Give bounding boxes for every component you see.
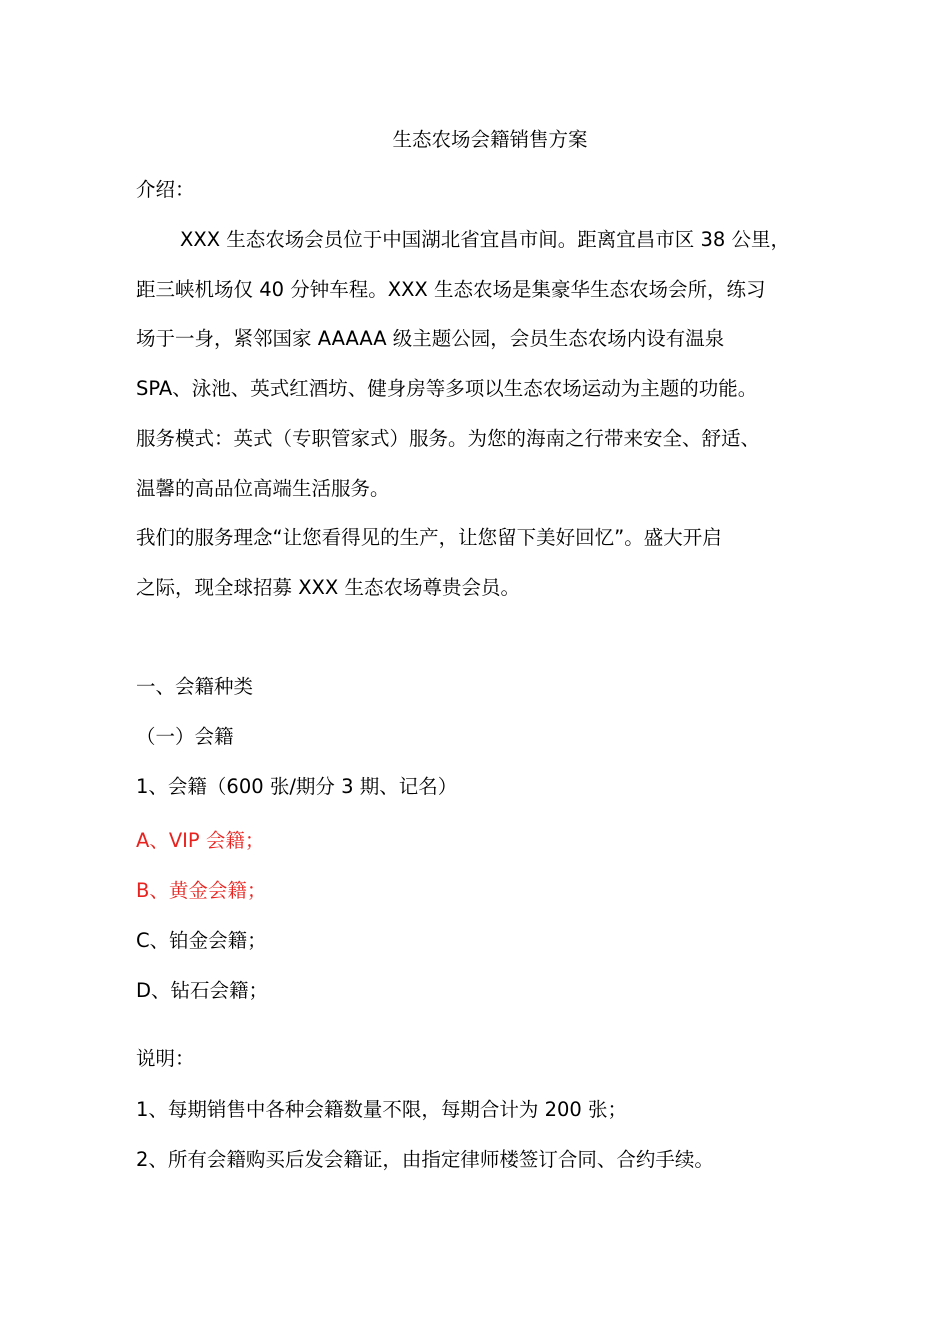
intro-line-8: 之际，现全球招募 XXX 生态农场尊贵会员。 <box>136 576 520 599</box>
intro-line-2: 距三峡机场仅 40 分钟车程。XXX 生态农场是集豪华生态农场会所，练习 <box>136 278 766 301</box>
note-item-1: 1、每期销售中各种会籍数量不限，每期合计为 200 张； <box>136 1098 628 1121</box>
membership-type-diamond: D、钻石会籍； <box>136 979 269 1002</box>
intro-heading: 介绍： <box>136 178 195 201</box>
membership-type-platinum: C、铂金会籍； <box>136 929 267 952</box>
intro-line-1: XXX 生态农场会员位于中国湖北省宜昌市间。距离宜昌市区 38 公里， <box>180 228 790 251</box>
notes-heading: 说明： <box>136 1047 195 1070</box>
intro-line-6: 温馨的高品位高端生活服务。 <box>136 477 390 500</box>
intro-line-5: 服务模式：英式（专职管家式）服务。为您的海南之行带来安全、舒适、 <box>136 427 761 450</box>
membership-type-gold: B、黄金会籍； <box>136 879 267 902</box>
intro-line-7: 我们的服务理念“让您看得见的生产，让您留下美好回忆”。盛大开启 <box>136 526 722 549</box>
intro-line-4: SPA、泳池、英式红酒坊、健身房等多项以生态农场运动为主题的功能。 <box>136 377 758 400</box>
document-title: 生态农场会籍销售方案 <box>392 128 588 151</box>
note-item-2: 2、所有会籍购买后发会籍证，由指定律师楼签订合同、合约手续。 <box>136 1148 714 1171</box>
intro-line-3: 场于一身，紧邻国家 AAAAA 级主题公园，会员生态农场内设有温泉 <box>136 327 725 350</box>
subsection-heading: （一）会籍 <box>136 725 234 748</box>
membership-type-vip: A、VIP 会籍； <box>136 829 265 852</box>
membership-item: 1、会籍（600 张/期分 3 期、记名） <box>136 775 458 798</box>
section-heading: 一、会籍种类 <box>136 675 254 698</box>
